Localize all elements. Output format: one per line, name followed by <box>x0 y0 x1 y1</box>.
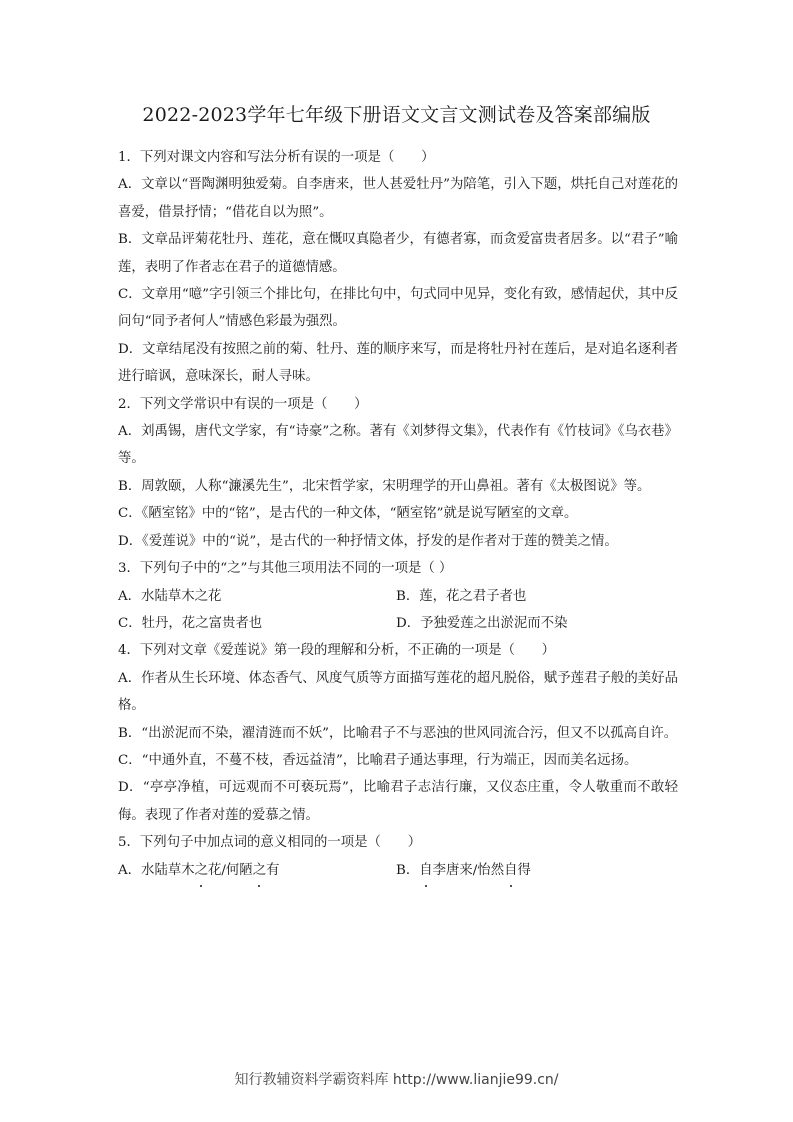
q1-option-b: B．文章品评菊花牡丹、莲花，意在慨叹真隐者少，有德者寡，而贪爱富贵者居多。以“君子”喻莲，表明了作者志在君子的道德情感。 <box>118 232 678 275</box>
q3-stem: 3．下列句子中的“之”与其他三项用法不同的一项是（ ） <box>118 561 453 577</box>
q5-a-dotted-word-1: 之 <box>195 857 208 884</box>
q5-a-text-1: A．水陆草木 <box>118 862 195 878</box>
q4-option-b: B．“出淤泥而不染，濯清涟而不妖”，比喻君子不与恶浊的世风同流合污，但又不以孤高自许。 <box>118 725 678 741</box>
q2-option-c: C．《陋室铭》中的“铭”，是古代的一种文体，“陋室铭”就是说写陋室的文章。 <box>118 506 578 522</box>
q5-b-text-2: 李唐来/怡然 <box>432 862 505 878</box>
q3-option-c: C．牡丹，花之富贵者也 <box>118 615 263 631</box>
q1-option-a: A．文章以“晋陶渊明独爱菊。自李唐来，世人甚爱牡丹”为陪笔，引入下题，烘托自己对莲花的喜爱，借景抒情；“借花自以为照”。 <box>118 177 678 220</box>
q5-b-text-1: B． <box>396 862 420 878</box>
question-list <box>118 144 678 884</box>
q3-options-row-1 <box>118 583 678 610</box>
q5-b-dotted-word-2: 自 <box>504 857 517 884</box>
q1-option-d: D．文章结尾没有按照之前的菊、牡丹、莲的顺序来写，而是将牡丹衬在莲后，是对追名逐利者进行暗讽，意味深长，耐人寻味。 <box>118 341 678 385</box>
q2-option-a: A．刘禹锡，唐代文学家，有“诗豪”之称。著有《刘梦得文集》，代表作有《竹枝词》《乌衣巷》等。 <box>118 424 678 467</box>
q3-option-b: B．莲，花之君子者也 <box>396 588 527 604</box>
page-title: 2022-2023学年七年级下册语文文言文测试卷及答案部编版 <box>142 104 651 126</box>
q1-stem: 1．下列对课文内容和写法分析有误的一项是（ ） <box>118 150 435 165</box>
q2-option-b: B．周敦颐，人称“濂溪先生”，北宋哲学家，宋明理学的开山鼻祖。著有《太极图说》等。 <box>118 478 651 494</box>
q3-option-a: A．水陆草木之花 <box>118 588 222 604</box>
q5-a-text-3: 有 <box>266 862 280 878</box>
q4-option-a: A．作者从生长环境、体态香气、风度气质等方面描写莲花的超凡脱俗，赋予莲君子般的美好品格。 <box>118 670 678 714</box>
q2-option-d: D．《爱莲说》中的“说”，是古代的一种抒情文体，抒发的是作者对于莲的赞美之情。 <box>118 533 618 549</box>
q5-b-dotted-word-1: 自 <box>419 857 432 884</box>
q4-option-d: D．“亭亭净植，可远观而不可亵玩焉”，比喻君子志洁行廉，又仪态庄重，令人敬重而不敢轻侮。表现了作者对莲的爱慕之情。 <box>118 780 678 823</box>
q4-stem: 4．下列对文章《爱莲说》第一段的理解和分析，不正确的一项是（ ） <box>118 643 556 659</box>
q2-stem: 2．下列文学常识中有误的一项是（ ） <box>118 396 368 412</box>
q1-option-c: C．文章用“噫”字引领三个排比句，在排比句中，句式同中见异，变化有致，感情起伏，其中反问句“同予者何人”情感色彩最为强烈。 <box>118 287 678 330</box>
footer-source-link: 知行教辅资料学霸资料库 http://www.lianjie99.cn/ <box>234 1072 559 1088</box>
q5-option-b <box>396 857 674 884</box>
q5-options-row-1 <box>118 857 678 884</box>
q5-a-text-2: 花/何陋 <box>208 862 253 878</box>
q3-options-row-2 <box>118 610 678 637</box>
q5-option-a <box>118 857 396 884</box>
q5-b-text-3: 得 <box>517 862 531 878</box>
q3-option-d: D．予独爱莲之出淤泥而不染 <box>396 615 568 631</box>
q5-stem: 5．下列句子中加点词的意义相同的一项是（ ） <box>118 835 422 851</box>
q5-a-dotted-word-2: 之 <box>253 857 266 884</box>
q4-option-c: C．“中通外直，不蔓不枝，香远益清”，比喻君子通达事理，行为端正，因而美名远扬。 <box>118 752 638 768</box>
